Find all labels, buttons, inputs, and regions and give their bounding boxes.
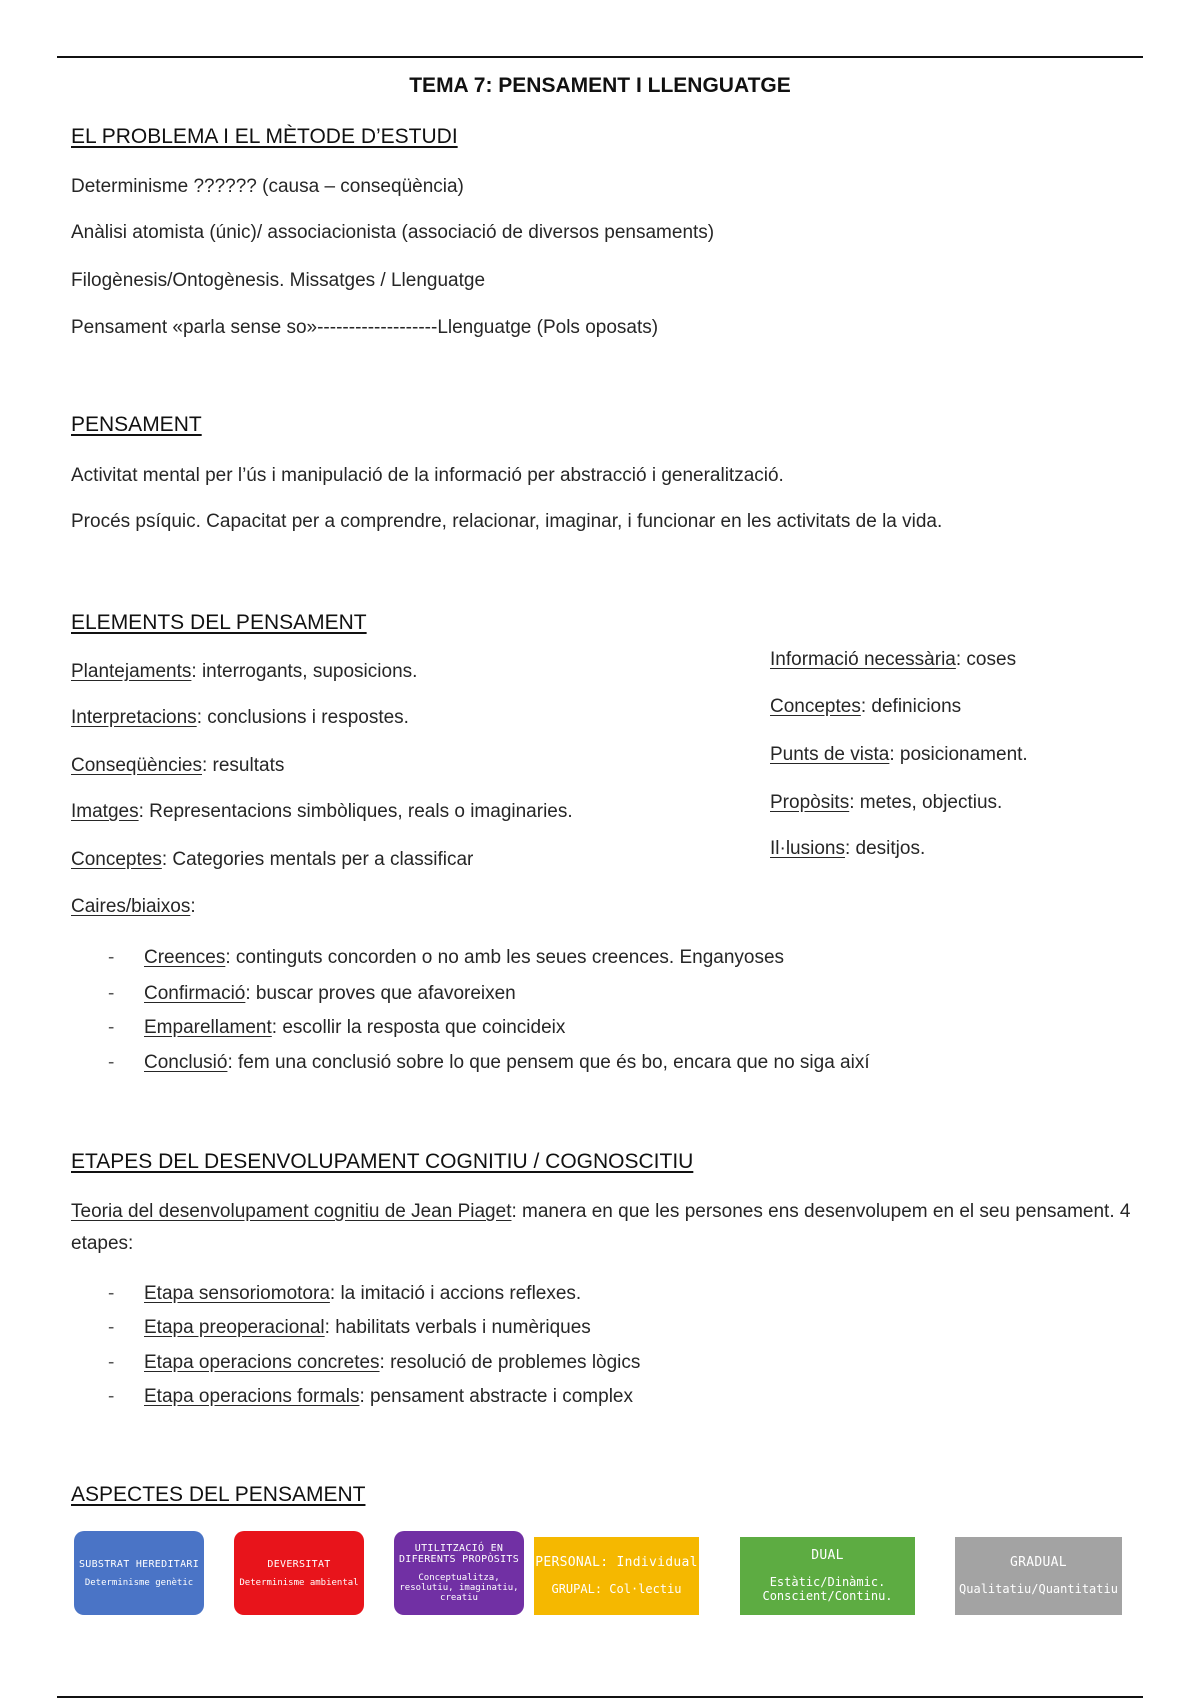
aspect-box-dual — [740, 1537, 915, 1615]
list-item-biaix — [108, 1017, 565, 1039]
element-desc: : coses — [955, 649, 1017, 670]
text-line: Activitat mental per l’ús i manipulació de la informació per abstracció i generalització. — [71, 465, 784, 486]
piaget-desc: : manera en que les persones ens desenvolupem en el seu pensament. 4 etapes: — [71, 1201, 1131, 1254]
element-term: Imatges — [71, 801, 139, 822]
list-item-etapa — [108, 1352, 640, 1374]
bullet-term: Conclusió — [144, 1052, 228, 1073]
bullet-dash: - — [108, 1386, 115, 1407]
element-term: Il·lusions — [770, 838, 845, 859]
aspect-box-title: DEVERSITAT — [267, 1558, 331, 1570]
aspect-box-gradual — [955, 1537, 1122, 1615]
bullet-term: Emparellament — [144, 1017, 272, 1038]
bullet-desc: : escollir la resposta que coincideix — [271, 1017, 566, 1038]
element-term: Propòsits — [770, 792, 850, 813]
element-term: Plantejaments — [71, 661, 192, 682]
aspect-box-title: SUBSTRAT HEREDITARI — [78, 1558, 200, 1570]
aspect-box-personal — [534, 1537, 699, 1615]
element-term: Conceptes — [71, 849, 162, 870]
section-heading-pensament: PENSAMENT — [71, 413, 202, 436]
element-item-left — [71, 707, 409, 729]
bullet-term: Etapa sensoriomotora — [144, 1283, 330, 1304]
element-item-left — [71, 661, 417, 683]
element-item-right — [770, 744, 1028, 766]
bullet-desc: : la imitació i accions reflexes. — [329, 1283, 582, 1304]
piaget-term: Teoria del desenvolupament cognitiu de Jean Piaget — [71, 1201, 512, 1222]
text-line: Pensament «parla sense so»-------------------Llenguatge (Pols oposats) — [71, 317, 659, 338]
element-term: Conceptes — [770, 696, 861, 717]
section-heading-problema: EL PROBLEMA I EL MÈTODE D’ESTUDI — [71, 125, 458, 148]
bullet-dash: - — [108, 947, 115, 968]
section-heading-aspectes: ASPECTES DEL PENSAMENT — [71, 1483, 366, 1506]
bullet-desc: : habilitats verbals i numèriques — [324, 1317, 591, 1338]
element-desc: : posicionament. — [889, 744, 1028, 765]
bullet-desc: : continguts concorden o no amb les seues creences. Enganyoses — [225, 947, 785, 968]
bullet-desc: : fem una conclusió sobre lo que pensem que és bo, encara que no siga així — [227, 1052, 870, 1073]
bullet-dash: - — [108, 1317, 115, 1338]
aspect-box-utilitzacio — [394, 1531, 524, 1615]
bullet-dash: - — [108, 1283, 115, 1304]
aspect-box-sub: Qualitatiu/Quantitatiu — [959, 1582, 1118, 1596]
text-line: Procés psíquic. Capacitat per a comprendre, relacionar, imaginar, i funcionar en les activitats de la vida. — [71, 511, 943, 532]
aspect-box-sub: Determinisme genètic — [84, 1577, 194, 1588]
element-item-left — [71, 896, 196, 918]
bullet-desc: : pensament abstracte i complex — [359, 1386, 633, 1407]
bullet-term: Creences — [144, 947, 226, 968]
element-item-left — [71, 801, 573, 823]
element-desc: : resultats — [201, 755, 285, 776]
aspect-box-substrat — [74, 1531, 204, 1615]
bullet-desc: : buscar proves que afavoreixen — [245, 983, 516, 1004]
aspect-box-title: PERSONAL: Individual — [535, 1555, 698, 1570]
section-heading-elements: ELEMENTS DEL PENSAMENT — [71, 611, 367, 634]
element-desc: : metes, objectius. — [849, 792, 1003, 813]
page-title: TEMA 7: PENSAMENT I LLENGUATGE — [409, 74, 791, 97]
bullet-term: Confirmació — [144, 983, 246, 1004]
element-desc: : interrogants, suposicions. — [191, 661, 418, 682]
aspect-box-sub: Conceptualitza, resolutiu, imaginatiu, creatiu — [399, 1573, 519, 1603]
piaget-intro — [71, 1196, 1131, 1260]
bullet-dash: - — [108, 1052, 115, 1073]
element-desc: : Representacions simbòliques, reals o imaginaries. — [138, 801, 573, 822]
aspect-box-title: DUAL — [811, 1548, 844, 1563]
list-item-etapa — [108, 1386, 633, 1408]
element-term: Conseqüències — [71, 755, 202, 776]
element-item-right — [770, 696, 961, 718]
text-line: Determinisme ?????? (causa – conseqüència) — [71, 176, 464, 197]
bullet-term: Etapa operacions formals — [144, 1386, 360, 1407]
list-item-etapa — [108, 1317, 591, 1339]
element-item-left — [71, 755, 284, 777]
aspect-box-sub: Estàtic/Dinàmic. Conscient/Continu. — [762, 1575, 893, 1603]
section-heading-etapes: ETAPES DEL DESENVOLUPAMENT COGNITIU / COGNOSCITIU — [71, 1150, 694, 1173]
aspect-box-diversitat — [234, 1531, 364, 1615]
element-term: Punts de vista — [770, 744, 890, 765]
bullet-desc: : resolució de problemes lògics — [379, 1352, 641, 1373]
aspect-box-title: UTILITZACIÓ EN DIFERENTS PROPÒSITS — [398, 1543, 520, 1565]
element-item-right — [770, 792, 1002, 814]
element-item-left — [71, 849, 473, 871]
bullet-dash: - — [108, 1017, 115, 1038]
element-desc: : conclusions i respostes. — [196, 707, 409, 728]
aspect-box-sub: Determinisme ambiental — [239, 1577, 359, 1588]
element-desc: : definicions — [860, 696, 962, 717]
top-rule — [57, 56, 1143, 58]
aspect-box-sub: GRUPAL: Col·lectiu — [551, 1582, 682, 1596]
bullet-term: Etapa preoperacional — [144, 1317, 325, 1338]
bullet-dash: - — [108, 983, 115, 1004]
text-line: Filogènesis/Ontogènesis. Missatges / Llenguatge — [71, 270, 486, 291]
list-item-biaix — [108, 1052, 870, 1074]
element-term: Interpretacions — [71, 707, 197, 728]
aspect-box-title: GRADUAL — [1010, 1555, 1067, 1570]
list-item-etapa — [108, 1283, 581, 1305]
element-term: Caires/biaixos — [71, 896, 191, 917]
element-item-right — [770, 838, 925, 860]
bullet-term: Etapa operacions concretes — [144, 1352, 380, 1373]
element-desc: : Categories mentals per a classificar — [161, 849, 474, 870]
element-desc: : desitjos. — [844, 838, 926, 859]
list-item-biaix — [108, 947, 784, 969]
list-item-biaix — [108, 983, 516, 1005]
element-item-right — [770, 649, 1016, 671]
element-desc: : — [190, 896, 196, 917]
bottom-rule — [57, 1696, 1143, 1698]
bullet-dash: - — [108, 1352, 115, 1373]
element-term: Informació necessària — [770, 649, 956, 670]
text-line: Anàlisi atomista (únic)/ associacionista (associació de diversos pensaments) — [71, 222, 715, 243]
